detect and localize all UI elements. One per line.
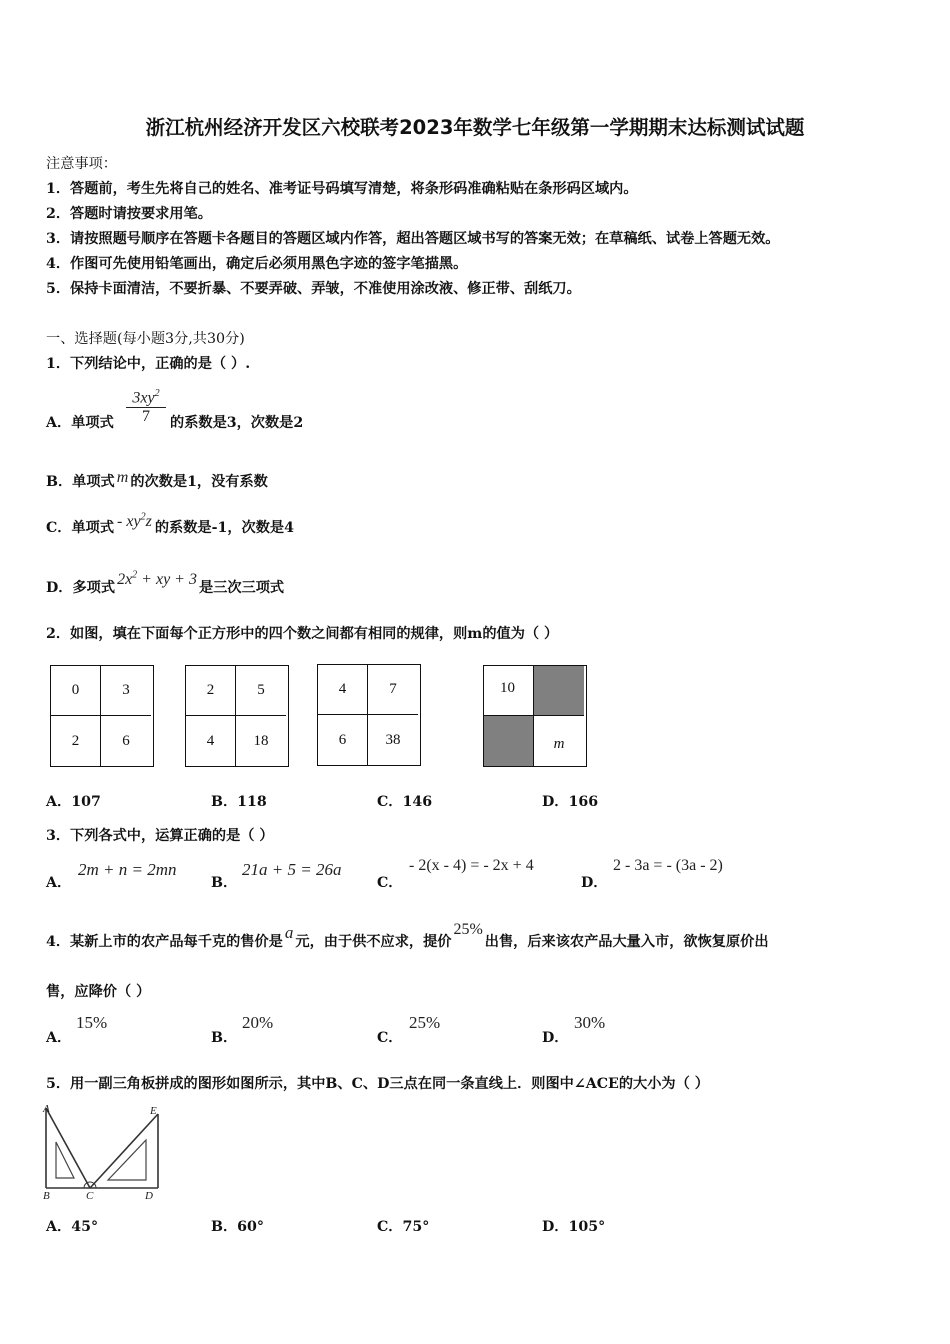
- label-d: D: [145, 1190, 153, 1202]
- line-ce: [90, 1114, 158, 1188]
- q2-option-d[interactable]: D．166: [542, 794, 599, 810]
- q4-stem-pct: 25%: [453, 921, 483, 938]
- q1-a-prefix: A．单项式: [46, 415, 114, 431]
- q4-option-b-label[interactable]: B．: [211, 1030, 238, 1046]
- page-title: 浙江杭州经济开发区六校联考2023年数学七年级第一学期期末达标测试试题: [145, 116, 805, 139]
- q1-a-suffix: 的系数是3，次数是2: [170, 415, 304, 431]
- q1-c-prefix: C．单项式: [46, 520, 115, 536]
- q1-b-math: m: [116, 469, 129, 486]
- q1-a-fraction: $3xy^2$ 7: [126, 388, 166, 426]
- q1-d-prefix: D．多项式: [46, 580, 116, 596]
- square-4-bottom-left-shaded: [484, 716, 534, 766]
- number-square-1: [50, 665, 154, 767]
- q3-option-c-label[interactable]: C．: [377, 875, 403, 891]
- q4-option-d-value: 30%: [574, 1013, 606, 1032]
- label-a: A: [43, 1103, 50, 1115]
- label-e: E: [150, 1105, 157, 1117]
- q4-stem-b: 元，由于供不应求，提价: [295, 934, 452, 950]
- q3-option-a-label[interactable]: A．: [46, 875, 72, 891]
- square-2-top-right: 5: [236, 666, 286, 716]
- q5-option-a[interactable]: A．45°: [46, 1219, 99, 1235]
- q3-option-c-expr: - 2(x - 4) = - 2x + 4: [409, 857, 534, 874]
- square-1-bottom-right: 6: [122, 732, 130, 749]
- square-1-bottom-left: 2: [51, 716, 101, 766]
- square-3-top-right: 7: [368, 665, 418, 715]
- q1-d-math2: + xy + 3: [137, 571, 197, 588]
- question-2-stem: 2．如图，填在下面每个正方形中的四个数之间都有相同的规律，则m的值为（ ）: [46, 626, 559, 642]
- q4-stem-a: 4．某新上市的农产品每千克的售价是: [46, 934, 283, 950]
- notice-item: 5．保持卡面清洁，不要折暴、不要弄破、弄皱，不准使用涂改液、修正带、刮纸刀。: [46, 281, 581, 297]
- q1-a-numerator: 3xy: [132, 389, 155, 407]
- q1-c-math: - xy: [117, 513, 141, 530]
- q1-b-prefix: B．单项式: [46, 474, 115, 490]
- q3-option-d-label[interactable]: D．: [581, 875, 608, 891]
- q1-d-suffix: 是三次三项式: [198, 580, 285, 596]
- line-ac: [46, 1108, 90, 1188]
- number-square-4: [483, 665, 587, 767]
- inner-triangle-right: [108, 1140, 146, 1180]
- q2-option-a[interactable]: A．107: [46, 794, 101, 810]
- section-heading: 一、选择题(每小题3分,共30分): [46, 331, 245, 347]
- q4-option-c-value: 25%: [409, 1013, 441, 1032]
- question-5-stem: 5．用一副三角板拼成的图形如图所示，其中B、C、D三点在同一条直线上．则图中∠ACE的大小为（ ）: [46, 1076, 709, 1092]
- q4-option-b-value: 20%: [242, 1013, 274, 1032]
- q3-option-b-expr: 21a + 5 = 26a: [242, 860, 342, 879]
- notice-heading: 注意事项：: [46, 156, 117, 172]
- q4-option-d-label[interactable]: D．: [542, 1030, 569, 1046]
- q2-option-b[interactable]: B．118: [211, 794, 267, 810]
- square-4-top-right-shaded: [534, 666, 584, 716]
- q4-option-a-value: 15%: [76, 1013, 108, 1032]
- q1-option-b: [46, 471, 268, 491]
- q1-b-suffix: 的次数是1，没有系数: [130, 474, 268, 490]
- q3-option-b-label[interactable]: B．: [211, 875, 238, 891]
- notice-item: 3．请按照题号顺序在答题卡各题目的答题区域内作答，超出答题区域书写的答案无效；在草稿纸、试卷上答题无效。: [46, 231, 780, 247]
- question-1-stem: 1．下列结论中，正确的是（ ）.: [46, 356, 251, 372]
- number-square-2: [185, 665, 289, 767]
- notice-item: 2．答题时请按要求用笔。: [46, 206, 212, 222]
- label-c: C: [86, 1190, 94, 1202]
- q5-option-c[interactable]: C．75°: [377, 1219, 430, 1235]
- q1-c-suffix: 的系数是-1，次数是4: [154, 520, 294, 536]
- square-1-top-left: 0: [51, 666, 101, 716]
- question-4-stem-line2: 售，应降价（ ）: [46, 984, 151, 1000]
- q3-option-d-expr: 2 - 3a = - (3a - 2): [613, 857, 723, 874]
- number-square-3: [317, 664, 421, 766]
- q3-option-a-expr: 2m + n = 2mn: [78, 860, 177, 879]
- q1-option-d: D．多项式 $2x^2$ + xy + 3 是三次三项式: [46, 569, 285, 596]
- label-b: B: [43, 1190, 50, 1202]
- square-2-top-left: 2: [186, 666, 236, 716]
- q4-option-a-label[interactable]: A．: [46, 1030, 72, 1046]
- q5-option-b[interactable]: B．60°: [211, 1219, 265, 1235]
- q1-a-denominator: 7: [142, 408, 150, 426]
- notice-item: 1．答题前，考生先将自己的姓名、准考证号码填写清楚，将条形码准确粘贴在条形码区域内。: [46, 181, 638, 197]
- square-1-top-right: 3: [101, 666, 151, 716]
- square-2-bottom-right: 18: [253, 732, 269, 749]
- q4-stem-var: a: [284, 923, 294, 942]
- q1-d-math: 2x: [117, 571, 133, 588]
- triangle-set-figure: [42, 1102, 166, 1202]
- notice-item: 4．作图可先使用铅笔画出，确定后必须用黑色字迹的签字笔描黑。: [46, 256, 468, 272]
- q1-option-c: C．单项式 - $xy^2z$ 的系数是-1，次数是4: [46, 511, 294, 536]
- square-3-bottom-left: 6: [318, 715, 368, 765]
- q4-option-c-label[interactable]: C．: [377, 1030, 403, 1046]
- square-4-bottom-right: m: [553, 735, 565, 752]
- q4-stem-c: 出售，后来该农产品大量入市，欲恢复原价出: [484, 934, 769, 950]
- q2-option-c[interactable]: C．146: [377, 794, 433, 810]
- square-4-top-left: 10: [484, 666, 534, 716]
- square-3-bottom-right: 38: [385, 731, 401, 748]
- inner-triangle-left: [56, 1142, 74, 1178]
- question-4-stem-line1: [46, 921, 769, 951]
- square-2-bottom-left: 4: [186, 716, 236, 766]
- q1-option-a: [46, 412, 114, 432]
- q5-option-d[interactable]: D．105°: [542, 1219, 606, 1235]
- question-3-stem: 3．下列各式中，运算正确的是（ ）: [46, 828, 274, 844]
- square-3-top-left: 4: [318, 665, 368, 715]
